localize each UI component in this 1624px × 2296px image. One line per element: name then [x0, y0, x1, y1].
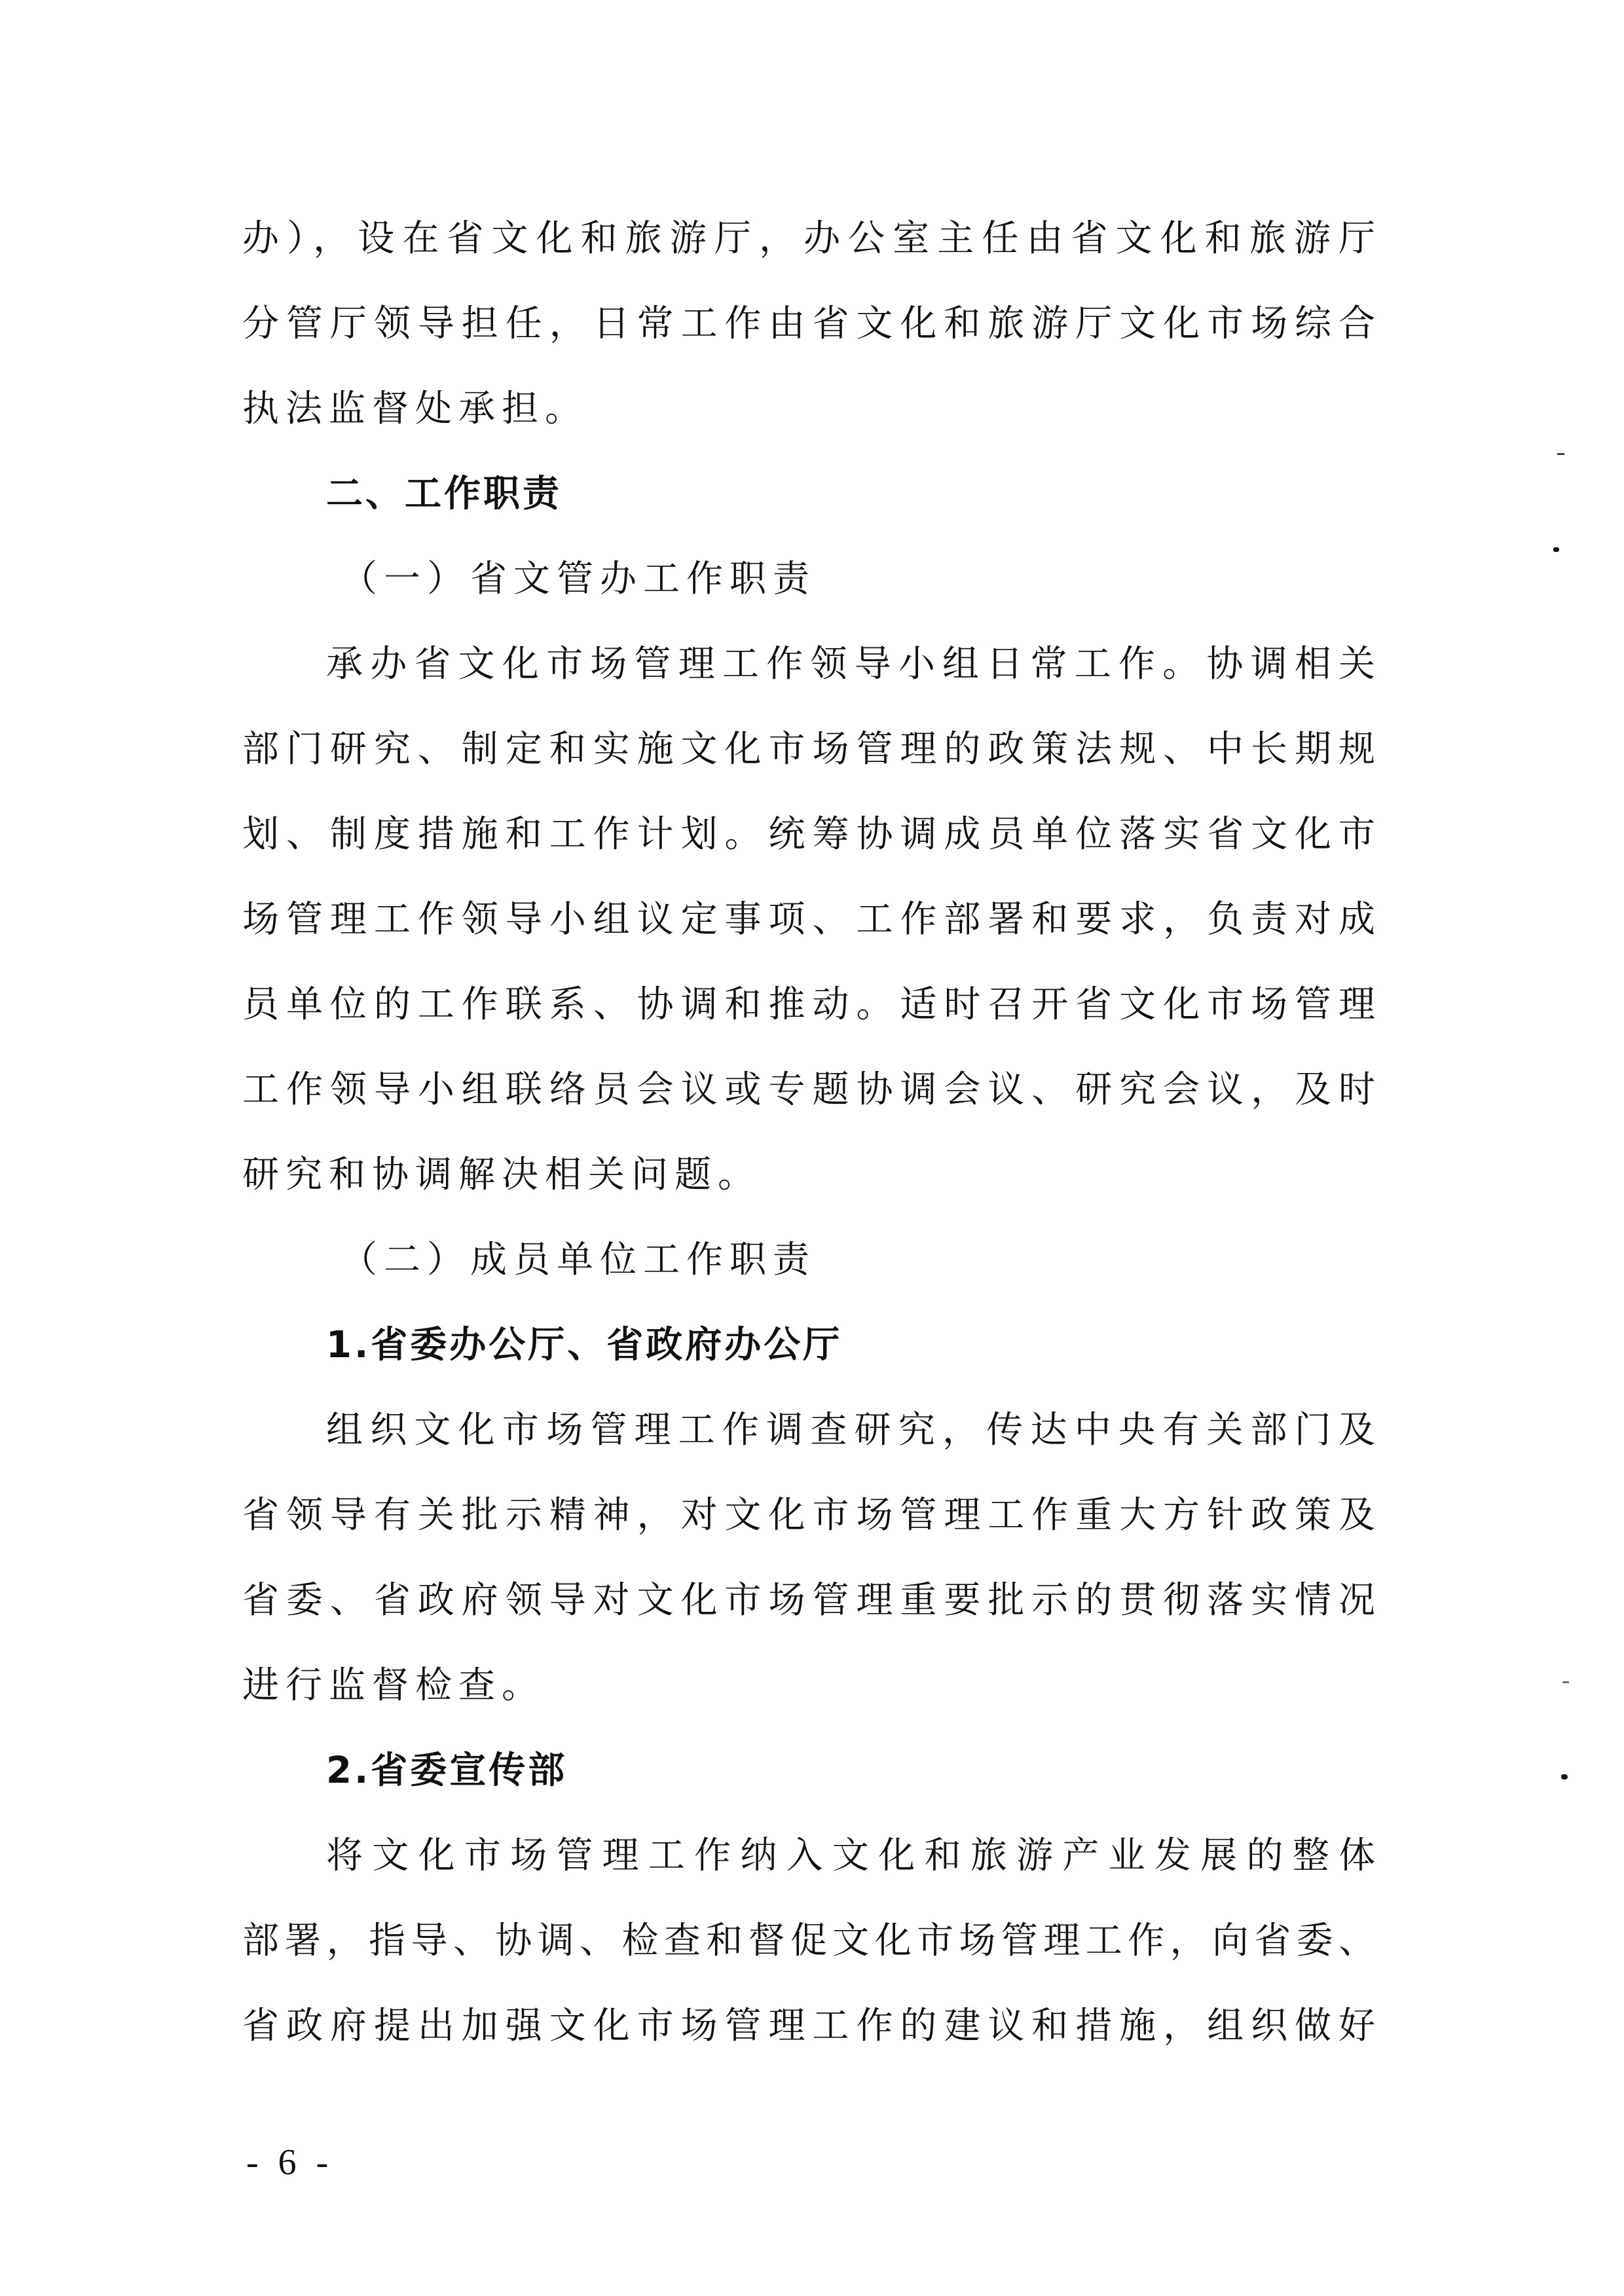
paragraph-line: 省领导有关批示精神，对文化市场管理工作重大方针政策及	[242, 1494, 1376, 1537]
paragraph-line: 组织文化市场管理工作调查研究，传达中央有关部门及	[326, 1409, 1376, 1451]
paragraph-line: 工作领导小组联络员会议或专题协调会议、研究会议，及时	[242, 1068, 1376, 1111]
paragraph-line: 将文化市场管理工作纳入文化和旅游产业发展的整体	[326, 1834, 1376, 1877]
paragraph-line: 场管理工作领导小组议定事项、工作部署和要求，负责对成	[242, 898, 1376, 941]
item-heading: 1.省委办公厅、省政府办公厅	[326, 1324, 843, 1366]
paragraph-line: 员单位的工作联系、协调和推动。适时召开省文化市场管理	[242, 983, 1376, 1026]
paragraph-line: 省委、省政府领导对文化市场管理重要批示的贯彻落实情况	[242, 1579, 1376, 1622]
paragraph-line: 部门研究、制定和实施文化市场管理的政策法规、中长期规	[242, 728, 1376, 771]
paragraph-line: 办），设在省文化和旅游厅，办公室主任由省文化和旅游厅	[242, 217, 1376, 260]
paragraph-line: 部署，指导、协调、检查和督促文化市场管理工作，向省委、	[242, 1920, 1376, 1962]
page-number: - 6 -	[246, 2142, 334, 2183]
subsection-heading: （二）成员单位工作职责	[341, 1239, 816, 1281]
paragraph-line: 省政府提出加强文化市场管理工作的建议和措施，组织做好	[242, 2005, 1376, 2047]
subsection-heading: （一）省文管办工作职责	[341, 558, 816, 600]
paragraph-line: 执法监督处承担。	[242, 388, 588, 430]
paragraph-line: 承办省文化市场管理工作领导小组日常工作。协调相关	[326, 643, 1376, 685]
paragraph-line: 分管厅领导担任，日常工作由省文化和旅游厅文化市场综合	[242, 302, 1376, 345]
paragraph-line: 研究和协调解决相关问题。	[242, 1154, 761, 1196]
paragraph-line: 划、制度措施和工作计划。统筹协调成员单位落实省文化市	[242, 813, 1376, 856]
scan-artifact-mark	[1557, 453, 1564, 455]
scan-artifact-mark	[1562, 1681, 1569, 1683]
scan-artifact-dot	[1561, 1774, 1568, 1779]
scan-artifact-dot	[1553, 547, 1559, 552]
paragraph-line: 进行监督检查。	[242, 1664, 545, 1707]
section-heading: 二、工作职责	[326, 473, 562, 515]
document-body	[242, 196, 1376, 2069]
item-heading: 2.省委宣传部	[326, 1749, 568, 1792]
